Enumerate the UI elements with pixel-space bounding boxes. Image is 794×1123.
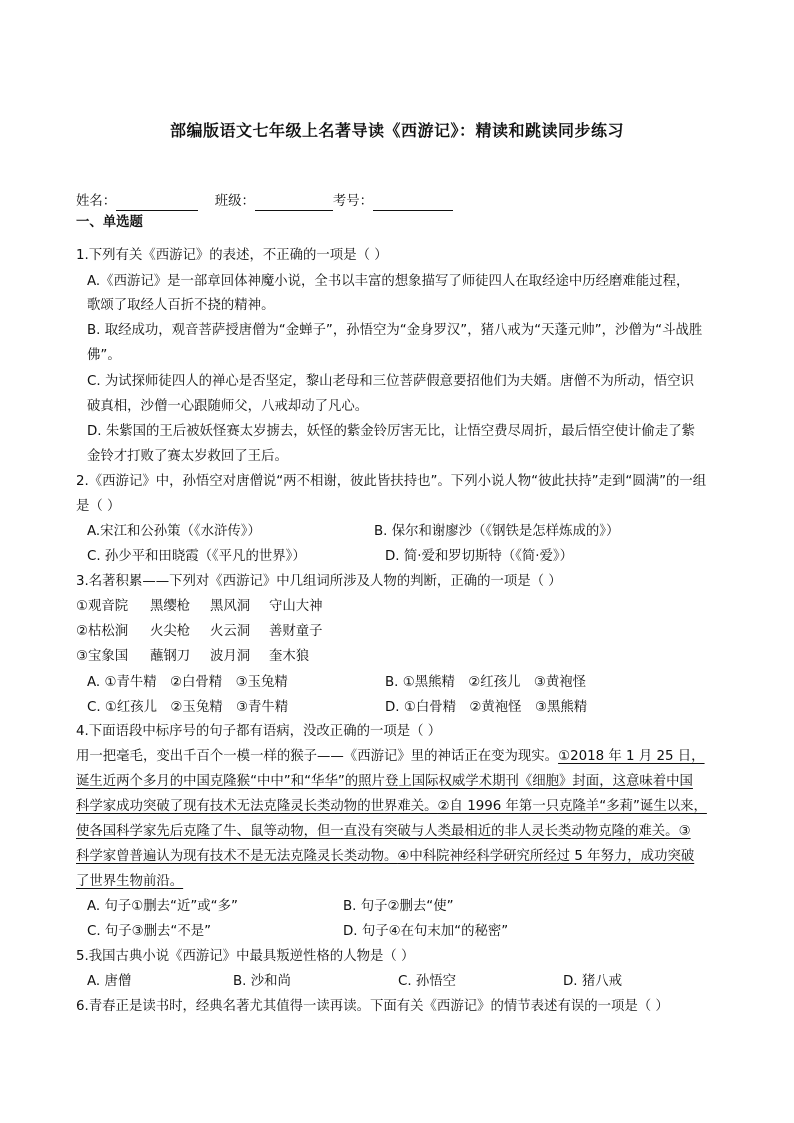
q1-option-a-line1: A.《西游记》是一部章回体神魔小说，全书以丰富的想象描写了师徒四人在取经途中历经磨难能过程， bbox=[87, 274, 690, 289]
exam-label: 考号： bbox=[332, 194, 374, 209]
q1-option-b-line1: B. 取经成功，观音菩萨授唐僧为“金蝉子”，孙悟空为“金身罗汉”，猪八戒为“天蓬元帅”，沙僧为“斗战胜 bbox=[87, 323, 703, 338]
q3-group2-word2: 火尖枪 bbox=[150, 624, 191, 639]
q4-option-c: C. 句子③删去“不是” bbox=[87, 924, 212, 939]
class-label: 班级： bbox=[214, 194, 255, 209]
q4-passage-line4: 使各国科学家先后克隆了牛、鼠等动物，但一直没有突破与人类最相近的非人灵长类动物克隆的难关。③ bbox=[76, 824, 691, 839]
section-heading: 一、单选题 bbox=[76, 215, 143, 230]
q2-option-d: D. 简·爱和罗切斯特（《简·爱》） bbox=[385, 549, 574, 564]
q2-option-c: C. 孙少平和田晓霞（《平凡的世界》） bbox=[87, 549, 306, 564]
q4-passage-line3 bbox=[76, 798, 707, 816]
q5-stem: 5.我国古典小说《西游记》中最具叛逆性格的人物是（ ） bbox=[76, 949, 415, 964]
q1-option-b-line2: 佛”。 bbox=[87, 348, 121, 363]
q4-passage-line2: 诞生近两个多月的中国克隆猴“中中”和“华华”的照片登上国际权威学术期刊《细胞》封面，这意味着中国 bbox=[76, 774, 693, 789]
q4-option-b: B. 句子②删去“使” bbox=[343, 899, 454, 914]
page-title: 部编版语文七年级上名著导读《西游记》：精读和跳读同步练习 bbox=[169, 121, 624, 140]
q3-group3-word3: 波月洞 bbox=[210, 649, 251, 664]
name-label: 姓名： bbox=[76, 194, 117, 209]
q5-option-b: B. 沙和尚 bbox=[233, 974, 291, 989]
q3-option-c: C. ①红孩儿 ②玉兔精 ③青牛精 bbox=[87, 700, 289, 715]
class-blank[interactable] bbox=[255, 196, 333, 211]
q3-group3-word4: 奎木狼 bbox=[269, 649, 310, 664]
q4-passage-intro: 用一把毫毛，变出千百个一模一样的猴子——《西游记》里的神话正在变为现实。 bbox=[76, 749, 559, 764]
q1-option-c-line1: C. 为试探师徒四人的禅心是否坚定，黎山老母和三位菩萨假意要招他们为夫婿。唐僧不为所动，悟空识 bbox=[87, 374, 695, 389]
q3-option-b: B. ①黑熊精 ②红孩儿 ③黄袍怪 bbox=[385, 675, 587, 690]
q3-group3-word2: 蘸钢刀 bbox=[150, 649, 191, 664]
q3-group1-word2: 黑缨枪 bbox=[150, 599, 191, 614]
q2-option-b: B. 保尔和谢廖沙（《钢铁是怎样炼成的》） bbox=[374, 524, 620, 539]
q3-group3-word1: ③宝象国 bbox=[76, 649, 129, 664]
q3-group2-word4: 善财童子 bbox=[269, 624, 323, 639]
q5-option-c: C. 孙悟空 bbox=[398, 974, 457, 989]
q1-option-d-line1: D. 朱紫国的王后被妖怪赛太岁掳去，妖怪的紫金铃厉害无比，让悟空费尽周折，最后悟空使计偷走了紫 bbox=[87, 424, 696, 439]
q4-stem: 4.下面语段中标序号的句子都有语病，没改正确的一项是（ ） bbox=[76, 724, 442, 739]
q4-passage-line5 bbox=[76, 848, 694, 866]
q5-option-a: A. 唐僧 bbox=[87, 974, 132, 989]
student-info-line bbox=[76, 193, 453, 211]
q6-stem: 6.青春正是读书时，经典名著尤其值得一读再读。下面有关《西游记》的情节表述有误的一项是（ ） bbox=[76, 999, 669, 1014]
q3-group1-word4: 守山大神 bbox=[269, 599, 323, 614]
q1-option-c-line2: 破真相，沙僧一心跟随师父，八戒却动了凡心。 bbox=[87, 399, 369, 414]
q3-group2-word3: 火云洞 bbox=[210, 624, 251, 639]
q3-group1-word3: 黑风洞 bbox=[210, 599, 251, 614]
q1-stem: 1.下列有关《西游记》的表述，不正确的一项是（ ） bbox=[76, 248, 388, 263]
q4-sentence-1-start: ①2018 年 1 月 25 日， bbox=[558, 749, 705, 764]
q2-stem-line2: 是（ ） bbox=[76, 499, 121, 514]
q4-sentence-1-end: 科学家成功突破了现有技术无法克隆灵长类动物的世界难关。 bbox=[76, 799, 438, 814]
q4-sentence-3: 科学家曾普遍认为现有技术不是无法克隆灵长类动物。 bbox=[76, 849, 398, 864]
q4-option-d: D. 句子④在句末加“的秘密” bbox=[343, 924, 509, 939]
q1-option-d-line2: 金铃才打败了赛太岁救回了王后。 bbox=[87, 449, 288, 464]
q4-passage-line6: 了世界生物前沿。 bbox=[76, 874, 184, 889]
q3-stem: 3.名著积累——下列对《西游记》中几组词所涉及人物的判断，正确的一项是（ ） bbox=[76, 574, 562, 589]
q4-passage-line1 bbox=[76, 748, 705, 766]
name-blank[interactable] bbox=[116, 196, 198, 211]
q4-sentence-2-start: ②自 1996 年第一只克隆羊“多莉”诞生以来， bbox=[437, 799, 707, 814]
q3-group2-word1: ②枯松涧 bbox=[76, 624, 129, 639]
q4-sentence-4-start: ④中科院神经科学研究所经过 5 年努力，成功突破 bbox=[397, 849, 695, 864]
exam-blank[interactable] bbox=[373, 196, 453, 211]
q1-option-a-line2: 歌颂了取经人百折不挠的精神。 bbox=[87, 298, 275, 313]
q2-stem-line1: 2.《西游记》中，孙悟空对唐僧说“两不相谢，彼此皆扶持也”。下列小说人物“彼此扶持”走到“圆满”的一组 bbox=[76, 474, 707, 489]
q2-option-a: A.宋江和公孙策（《水浒传》） bbox=[87, 524, 261, 539]
q3-option-a: A. ①青牛精 ②白骨精 ③玉兔精 bbox=[87, 675, 288, 690]
q4-option-a: A. 句子①删去“近”或“多” bbox=[87, 899, 238, 914]
q3-group1-word1: ①观音院 bbox=[76, 599, 129, 614]
q3-option-d: D. ①白骨精 ②黄袍怪 ③黑熊精 bbox=[385, 700, 588, 715]
q5-option-d: D. 猪八戒 bbox=[563, 974, 622, 989]
